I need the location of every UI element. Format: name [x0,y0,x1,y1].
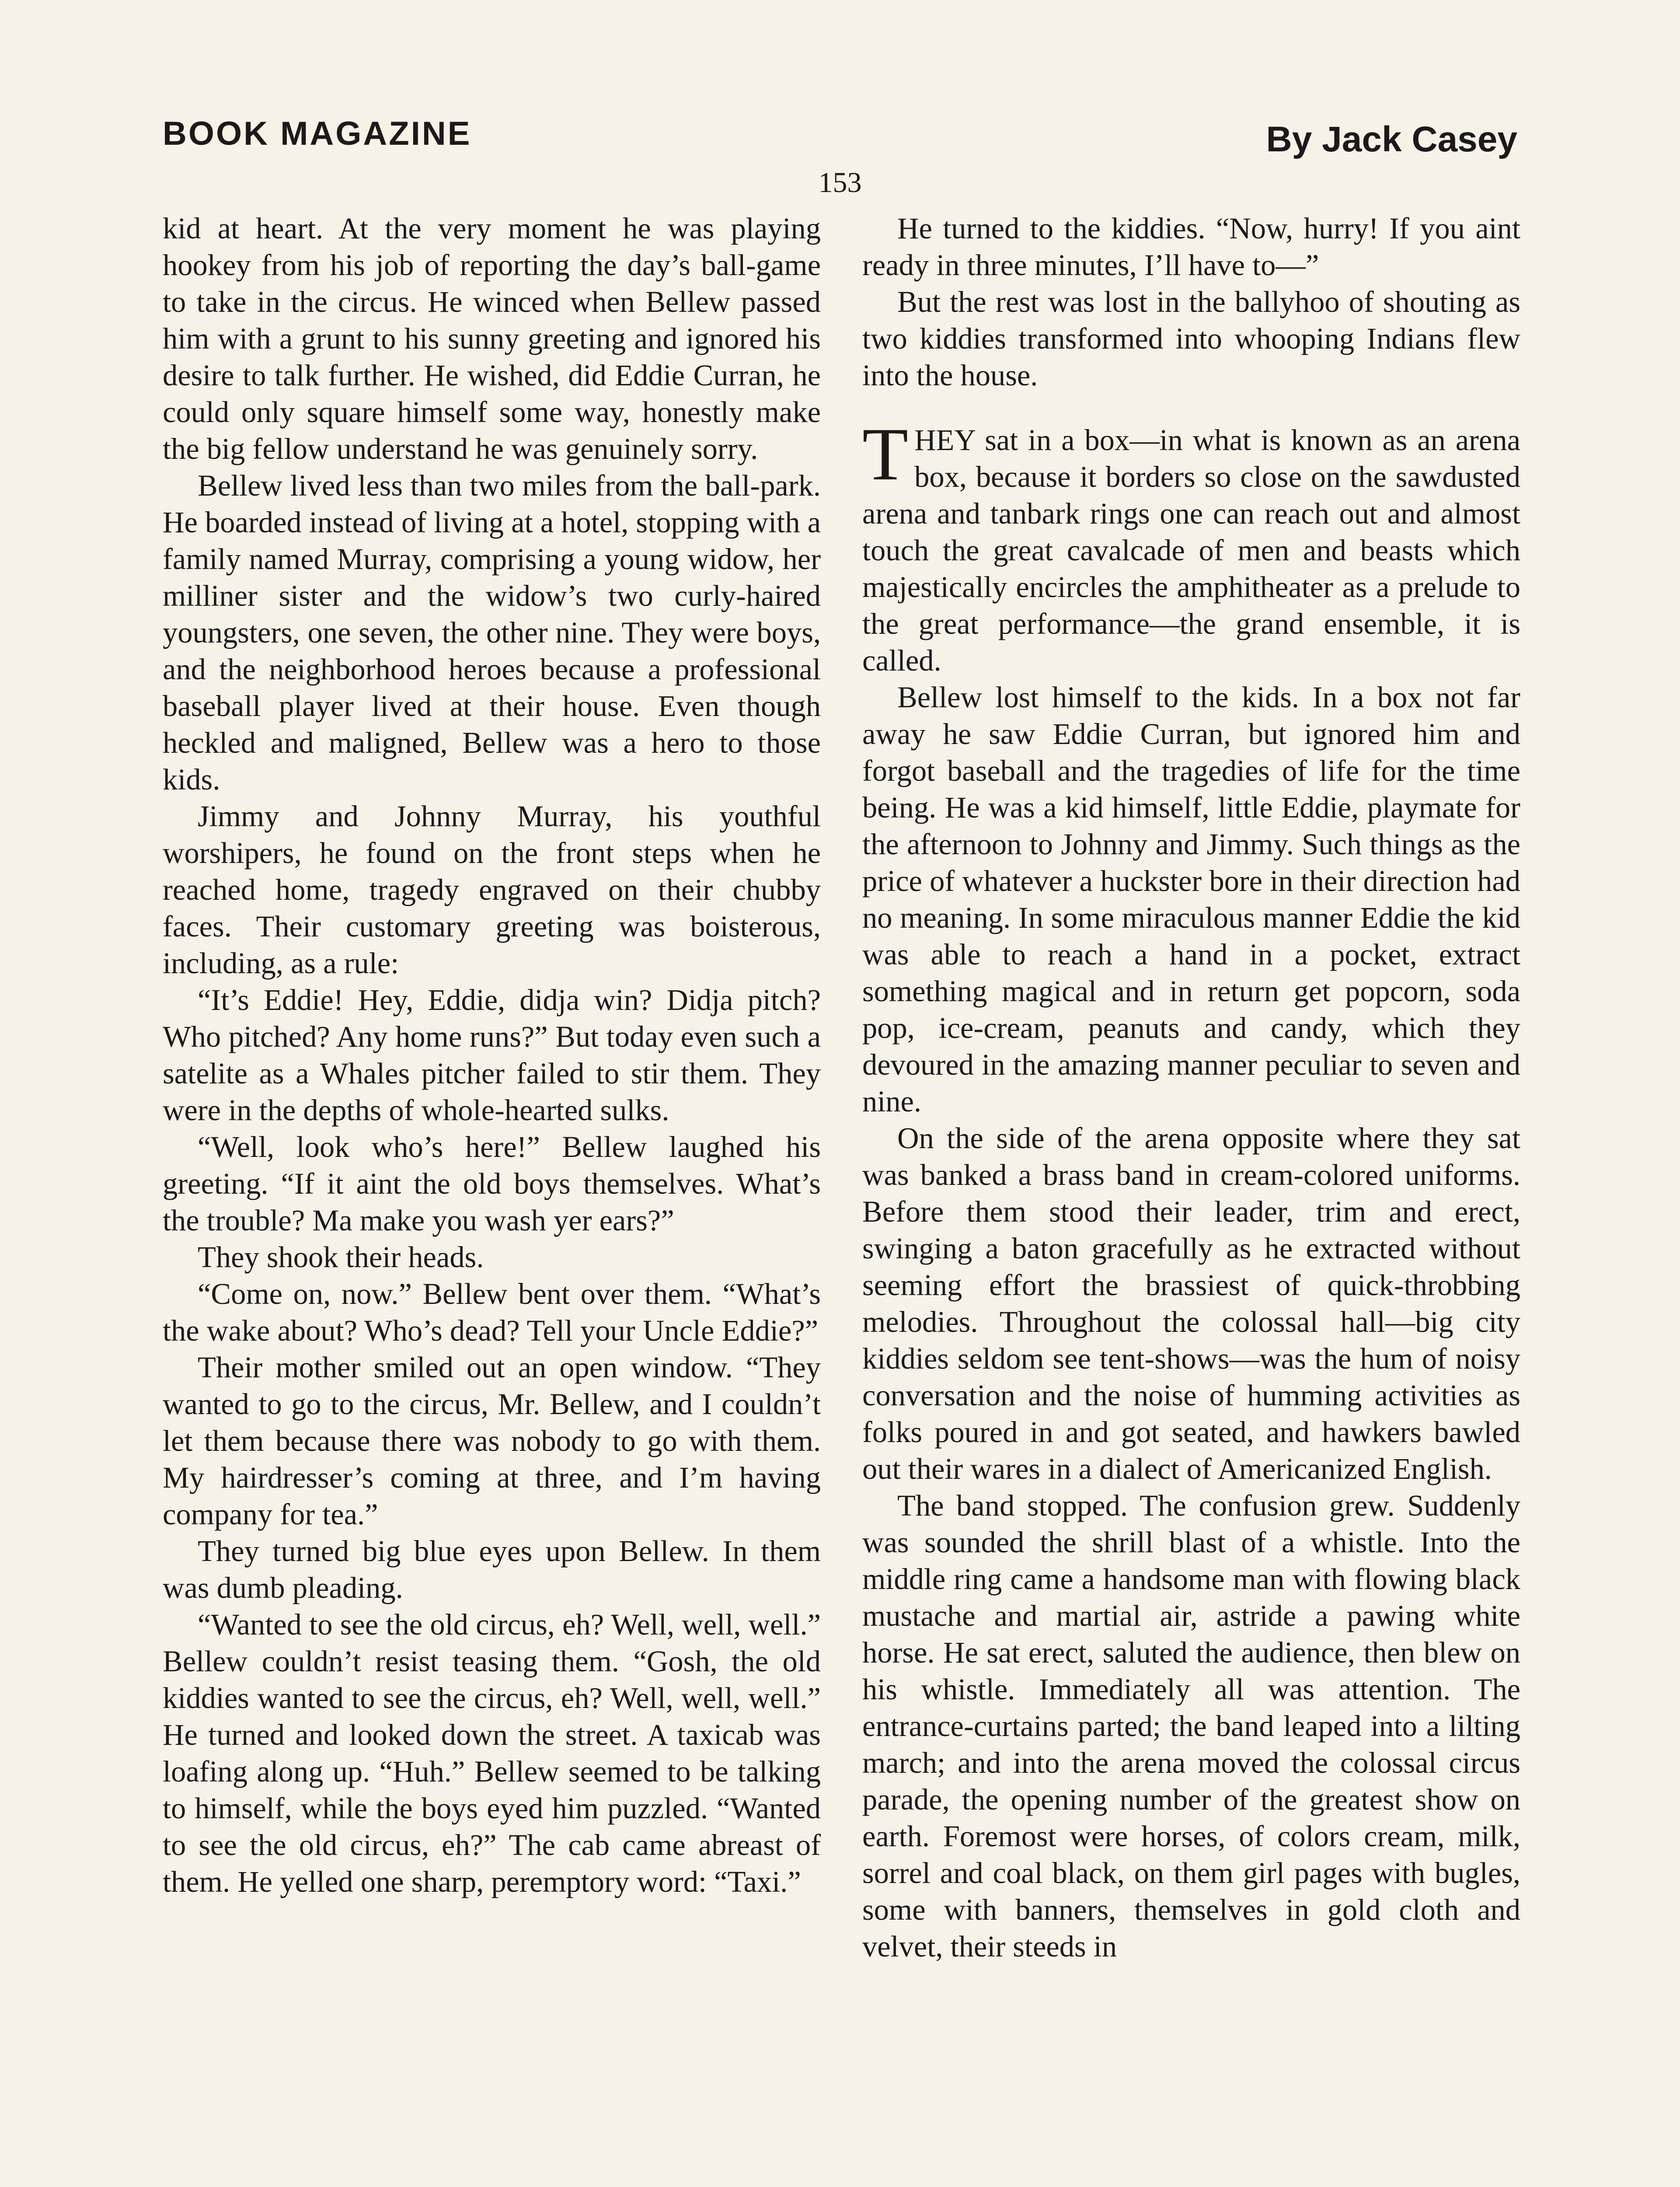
paragraph: The band stopped. The confusion grew. Suddenly was sounded the shrill blast of a whistle. Into the middle ring came a handsome man with flowing black mustache and martial air, astride a pawing white horse. He sat erect, saluted the audience, then blew on his whistle. Immediately all was attention. The entrance-curtains parted; the band leaped into a lilting march; and into the arena moved the colossal circus parade, the opening number of the greatest show on earth. Foremost were horses, of colors cream, milk, sorrel and coal black, on them girl pages with bugles, some with banners, themselves in gold cloth and velvet, their steeds in [862,1489,1520,1963]
publication-title: BOOK MAGAZINE [163,115,472,152]
paragraph: They turned big blue eyes upon Bellew. In them was dumb pleading. [163,1534,821,1604]
paragraph: “Wanted to see the old circus, eh? Well, well, well.” Bellew couldn’t resist teasing them. “Gosh, the old kiddies wanted to see the circus, eh? Well, well, well.” He turned and looked down the street. A taxicab was loafing along up. “Huh.” Bellew seemed to be talking to himself, while the boys eyed him puzzled. “Wanted to see the old circus, eh?” The cab came abreast of them. He yelled one sharp, peremptory word: “Taxi.” [163,1608,821,1898]
paragraph: Bellew lived less than two miles from the ball-park. He boarded instead of living at a hotel, stopping with a family named Murray, comprising a young widow, her milliner sister and the widow’s two curly-haired youngsters, one seven, the other nine. They were boys, and the neighborhood heroes because a professional baseball player lived at their house. Even though heckled and maligned, Bellew was a hero to those kids. [163,469,821,796]
paragraph: He turned to the kiddies. “Now, hurry! If you aint ready in three minutes, I’ll have to—” [862,212,1520,282]
paragraph: Their mother smiled out an open window. “They wanted to go to the circus, Mr. Bellew, and I couldn’t let them because there was nobody to go with them. My hairdresser’s coming at three, and I’m having company for tea.” [163,1351,821,1531]
paragraph: But the rest was lost in the ballyhoo of shouting as two kiddies transformed into whooping Indians flew into the house. [862,285,1520,392]
section-opening-text: HEY sat in a box—in what is known as an arena box, because it borders so close on the sawdusted arena and tanbark rings one can reach out and almost touch the great cavalcade of men and beasts which majestically encircles the amphitheater as a prelude to the great performance—the grand ensemble, it is called. [862,423,1520,677]
page-number: 153 [818,167,862,199]
paragraph: “Well, look who’s here!” Bellew laughed his greeting. “If it aint the old boys themselves. What’s the trouble? Ma make you wash yer ears?” [163,1130,821,1237]
paragraph: Jimmy and Johnny Murray, his youthful worshipers, he found on the front steps when he reached home, tragedy engraved on their chubby faces. Their customary greeting was boisterous, including, as a rule: [163,800,821,980]
right-column [862,210,1520,1965]
paragraph: Bellew lost himself to the kids. In a box not far away he saw Eddie Curran, but ignored him and forgot baseball and the tragedies of life for the time being. He was a kid himself, little Eddie, playmate for the afternoon to Johnny and Jimmy. Such things as the price of whatever a huckster bore in their direction had no meaning. In some miraculous manner Eddie the kid was able to reach a hand in a pocket, extract something magical and in return get popcorn, soda pop, ice-cream, peanuts and candy, which they devoured in the amazing manner peculiar to seven and nine. [862,681,1520,1118]
paragraph: “Come on, now.” Bellew bent over them. “What’s the wake about? Who’s dead? Tell your Uncle Eddie?” [163,1277,821,1347]
left-column [163,210,821,1900]
section-opening-paragraph [862,413,1520,679]
paragraph: They shook their heads. [198,1240,484,1274]
drop-cap: T [862,413,909,496]
paragraph: On the side of the arena opposite where they sat was banked a brass band in cream-colored uniforms. Before them stood their leader, trim and erect, swinging a baton gracefully as he extracted without seeming effort the brassiest of quick-throbbing melodies. Throughout the colossal hall—big city kiddies seldom see tent-shows—was the hum of noisy conversation and the noise of humming activities as folks poured in and got seated, and hawkers bawled out their wares in a dialect of Americanized English. [862,1121,1520,1485]
author-byline: By Jack Casey [1266,119,1517,159]
paragraph: “It’s Eddie! Hey, Eddie, didja win? Didja pitch? Who pitched? Any home runs?” But today even such a satelite as a Whales pitcher failed to stir them. They were in the depths of whole-hearted sulks. [163,983,821,1127]
paragraph: kid at heart. At the very moment he was playing hookey from his job of reporting the day’s ball-game to take in the circus. He winced when Bellew passed him with a grunt to his sunny greeting and ignored his desire to talk further. He wished, did Eddie Curran, he could only square himself some way, honestly make the big fellow understand he was genuinely sorry. [163,212,821,465]
